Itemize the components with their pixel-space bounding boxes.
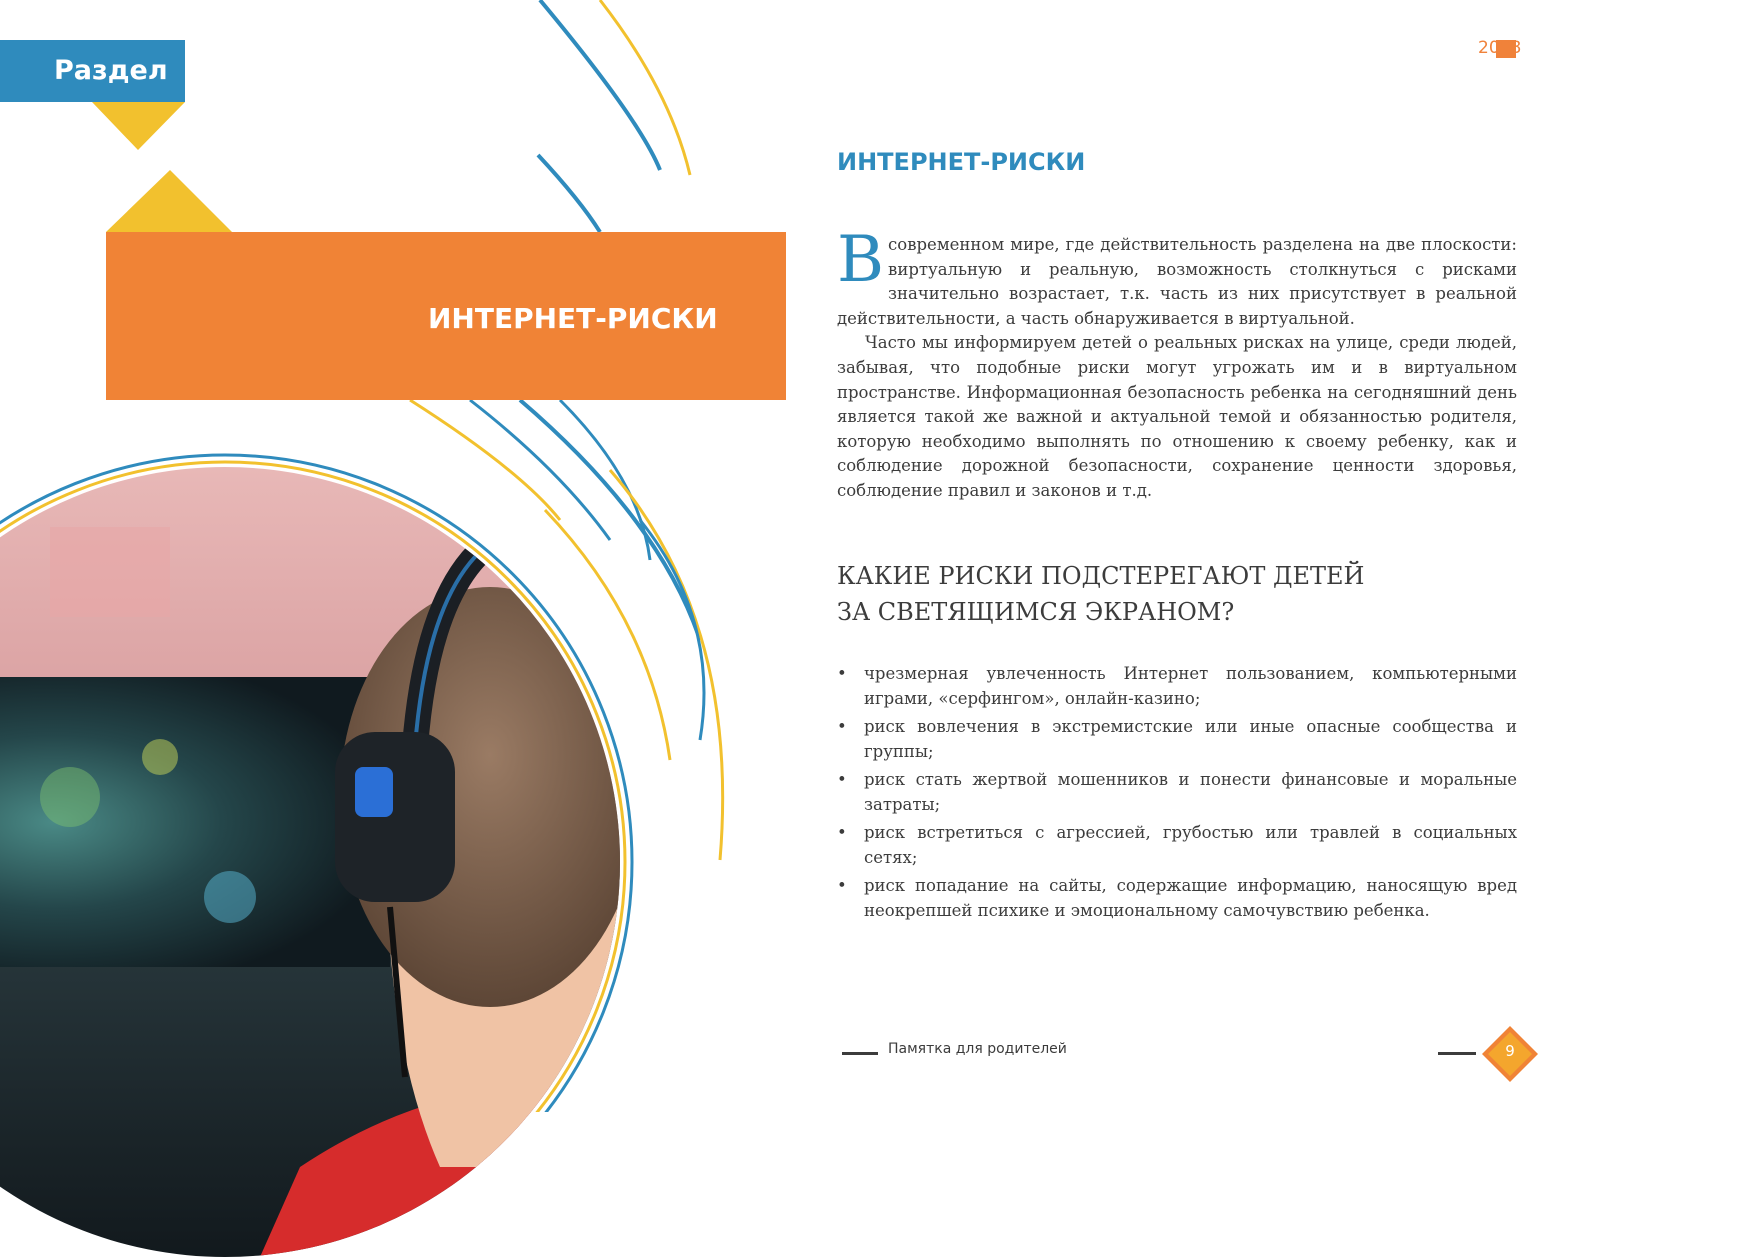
year-label: 2018: [1478, 38, 1522, 58]
paragraph-1: [837, 223, 1517, 331]
footer-text: Памятка для родителей: [888, 1041, 1067, 1057]
footer-divider-left: [842, 1052, 878, 1055]
footer-divider-right: [1438, 1052, 1476, 1055]
list-item: • риск стать жертвой мошенников и понести финансовые и моральные затраты;: [837, 768, 1517, 817]
subheading-line-1: КАКИЕ РИСКИ ПОДСТЕРЕГАЮТ ДЕТЕЙ: [837, 562, 1365, 590]
risks-subheading: [837, 558, 1437, 630]
article-body: [837, 223, 1517, 504]
list-item: • риск встретиться с агрессией, грубостью или травлей в социальных сетях;: [837, 821, 1517, 870]
section-tab: Раздел 2: [0, 40, 185, 102]
article-heading: ИНТЕРНЕТ-РИСКИ: [837, 148, 1086, 176]
subheading-line-2: ЗА СВЕТЯЩИМСЯ ЭКРАНОМ?: [837, 598, 1235, 626]
drop-cap: В: [837, 223, 885, 297]
paragraph-1-text: современном мире, где действительность разделена на две плоскости: виртуальную и реальную, возможность столкнуться с рисками значительно возрастает, т.к. часть из них присутствует в реальной действительности, а часть обнаруживается в виртуальной.: [837, 235, 1517, 328]
paragraph-2: Часто мы информируем детей о реальных рисках на улице, среди людей, забывая, что подобные риски могут угрожать им и в виртуальном пространстве. Информационная безопасность ребенка на сегодняшний день является такой же важной и актуальной темой и обязанностью родителя, которую необходимо выполнять по отношению к своему ребенку, как и соблюдение дорожной безопасности, сохранение ценности здоровья, соблюдение правил и законов и т.д.: [837, 333, 1517, 500]
list-item: • риск вовлечения в экстремистские или иные опасные сообщества и группы;: [837, 715, 1517, 764]
page-number: 9: [1505, 1042, 1515, 1060]
list-item: • чрезмерная увлеченность Интернет пользованием, компьютерными играми, «серфингом», онлайн-казино;: [837, 662, 1517, 711]
risk-list: [837, 662, 1517, 927]
title-bar-text: ИНТЕРНЕТ-РИСКИ: [428, 302, 718, 335]
list-item: • риск попадание на сайты, содержащие информацию, наносящую вред неокрепшей психике и эмоциональному самочувствию ребенка.: [837, 874, 1517, 923]
